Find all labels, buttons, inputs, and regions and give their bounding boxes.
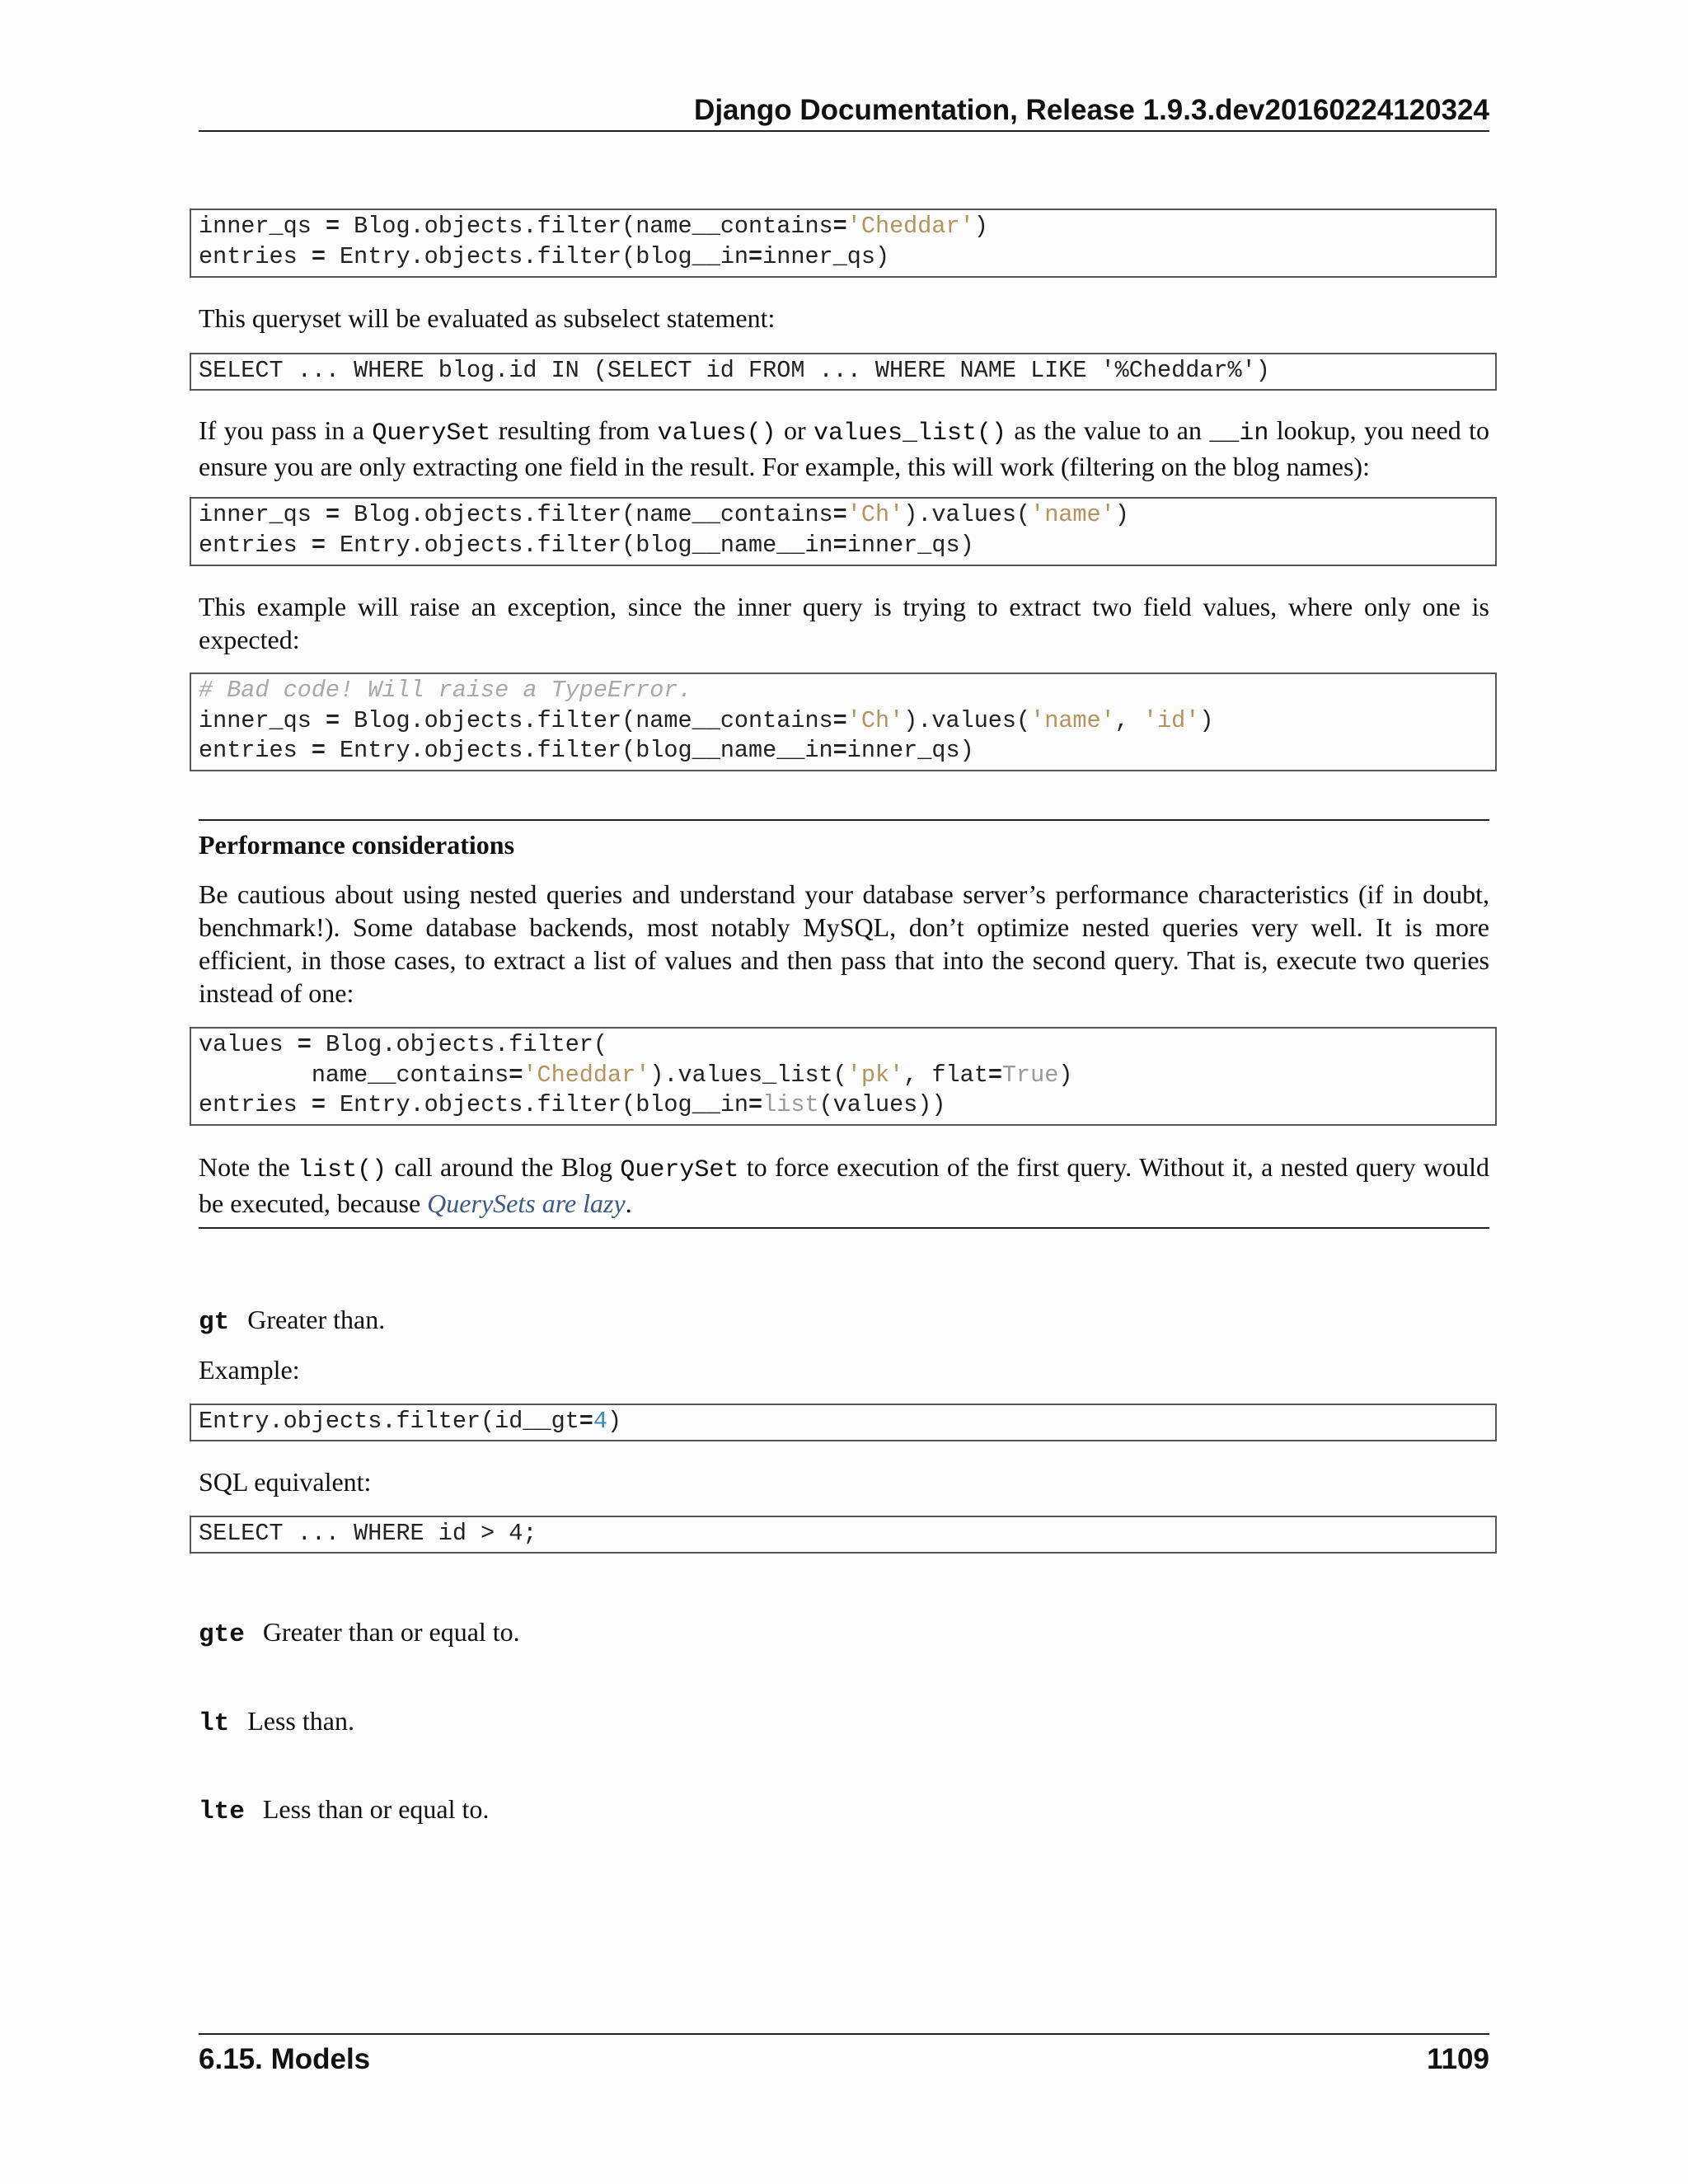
code-operator: = [311, 242, 326, 270]
code-operator: = [325, 213, 340, 240]
code-comment: # Bad code! Will raise a TypeError. [199, 677, 692, 704]
code-block-values-list: values = Blog.objects.filter( name__contains='Cheddar').values_list('pk', flat=True) entries = Entry.objects.filter(blog__in=list(values)) [190, 1027, 1497, 1126]
paragraph-exception [199, 590, 1489, 656]
code-string: 'name' [1030, 501, 1115, 528]
topic-body: Be cautious about using nested queries and understand your database server’s performance characteristics (if in doubt, benchmark!). Some database backends, most notably MySQL, don’t optimize nested queries very well. It is more efficient, in those cases, to extract a list of values and then pass that into the second query. That is, execute two queries instead of one: [199, 879, 1489, 1008]
paragraph-text: This queryset will be evaluated as subselect statement: [199, 303, 776, 333]
code-text: entries [199, 242, 312, 270]
code-builtin: True [1001, 1061, 1059, 1089]
lookup-keyword: gt [199, 1308, 230, 1337]
code-string: 'name' [1030, 706, 1115, 734]
code-text: Blog.objects.filter(name__contains [340, 213, 833, 240]
lookup-description: Less than. [247, 1706, 354, 1736]
paragraph-values-list [199, 414, 1489, 483]
code-block-gt-sql: SELECT ... WHERE id > 4; [190, 1516, 1497, 1554]
code-string: 'Cheddar' [846, 213, 974, 240]
lookup-lte [199, 1793, 489, 1829]
code-text: inner_qs) [762, 242, 890, 270]
paragraph-subselect [199, 302, 1489, 335]
page-footer [199, 2033, 1489, 2076]
lookup-description: Greater than or equal to. [262, 1617, 520, 1647]
code-block-sql-subselect [190, 353, 1497, 391]
lookup-keyword: gte [199, 1620, 245, 1649]
lookup-description: Less than or equal to. [262, 1794, 490, 1824]
paragraph-text: If you pass in a QuerySet resulting from values() or values_list() as the value to an __in lookup, you need to ensure you are only extracting one field in the result. For example, this will work (filtering on the blog names): [199, 415, 1489, 481]
paragraph-text: Note the list() call around the Blog QuerySet to force execution of the first query. Without it, a nested query would be executed, because QuerySets are lazy. [199, 1152, 1490, 1218]
page-number: 1109 [1427, 2043, 1489, 2075]
inline-code: QuerySet [620, 1156, 739, 1184]
lookup-keyword: lte [199, 1797, 245, 1826]
inline-code: values() [657, 419, 776, 448]
code-text: Entry.objects.filter(blog__in [325, 242, 749, 270]
topic-bottom-rule [199, 1227, 1489, 1229]
inline-code: __in [1209, 419, 1269, 448]
code-builtin: list [762, 1091, 819, 1118]
lookup-gt [199, 1303, 385, 1339]
code-operator: = [832, 213, 847, 240]
code-number: 4 [593, 1408, 607, 1435]
footer-section: 6.15. Models [199, 2043, 371, 2075]
code-block-gt-example: Entry.objects.filter(id__gt=4) [190, 1404, 1497, 1441]
inline-code: list() [298, 1156, 387, 1184]
topic-title: Performance considerations [199, 830, 515, 860]
inline-code: QuerySet [372, 419, 491, 448]
topic-top-rule [199, 819, 1489, 821]
code-block-inner-qs [190, 209, 1497, 278]
code-operator: = [748, 242, 763, 270]
code-block-values-name: inner_qs = Blog.objects.filter(name__contains='Ch').values('name') entries = Entry.objects.filter(blog__name__in=inner_qs) [190, 497, 1497, 566]
running-header: Django Documentation, Release 1.9.3.dev20160224120324 [199, 92, 1489, 132]
topic-note [199, 1151, 1489, 1220]
inline-code: values_list() [814, 419, 1007, 448]
paragraph-text: This example will raise an exception, since the inner query is trying to extract two field values, where only one is expected: [199, 592, 1489, 654]
code-string: 'id' [1142, 706, 1200, 734]
code-string: 'Ch' [846, 706, 904, 734]
code-text: inner_qs [199, 213, 326, 240]
code-text: ) [973, 213, 988, 240]
lookup-gte [199, 1615, 520, 1652]
lookup-description: Greater than. [247, 1305, 386, 1334]
sql-equivalent-label: SQL equivalent: [199, 1467, 372, 1497]
code-string: 'pk' [846, 1061, 904, 1089]
topic-performance [199, 828, 1489, 1010]
example-label: Example: [199, 1355, 300, 1385]
querysets-are-lazy-link[interactable]: QuerySets are lazy [427, 1188, 626, 1218]
lookup-keyword: lt [199, 1709, 230, 1738]
code-string: 'Cheddar' [523, 1061, 650, 1089]
lookup-lt [199, 1704, 354, 1741]
code-string: 'Ch' [846, 501, 904, 528]
code-text: SELECT ... WHERE blog.id IN (SELECT id FROM ... WHERE NAME LIKE '%Cheddar%') [199, 357, 1270, 384]
code-block-bad-code: # Bad code! Will raise a TypeError. inner_qs = Blog.objects.filter(name__contains='Ch').values('name', 'id') entries = Entry.objects.filter(blog__name__in=inner_qs) [190, 673, 1497, 771]
